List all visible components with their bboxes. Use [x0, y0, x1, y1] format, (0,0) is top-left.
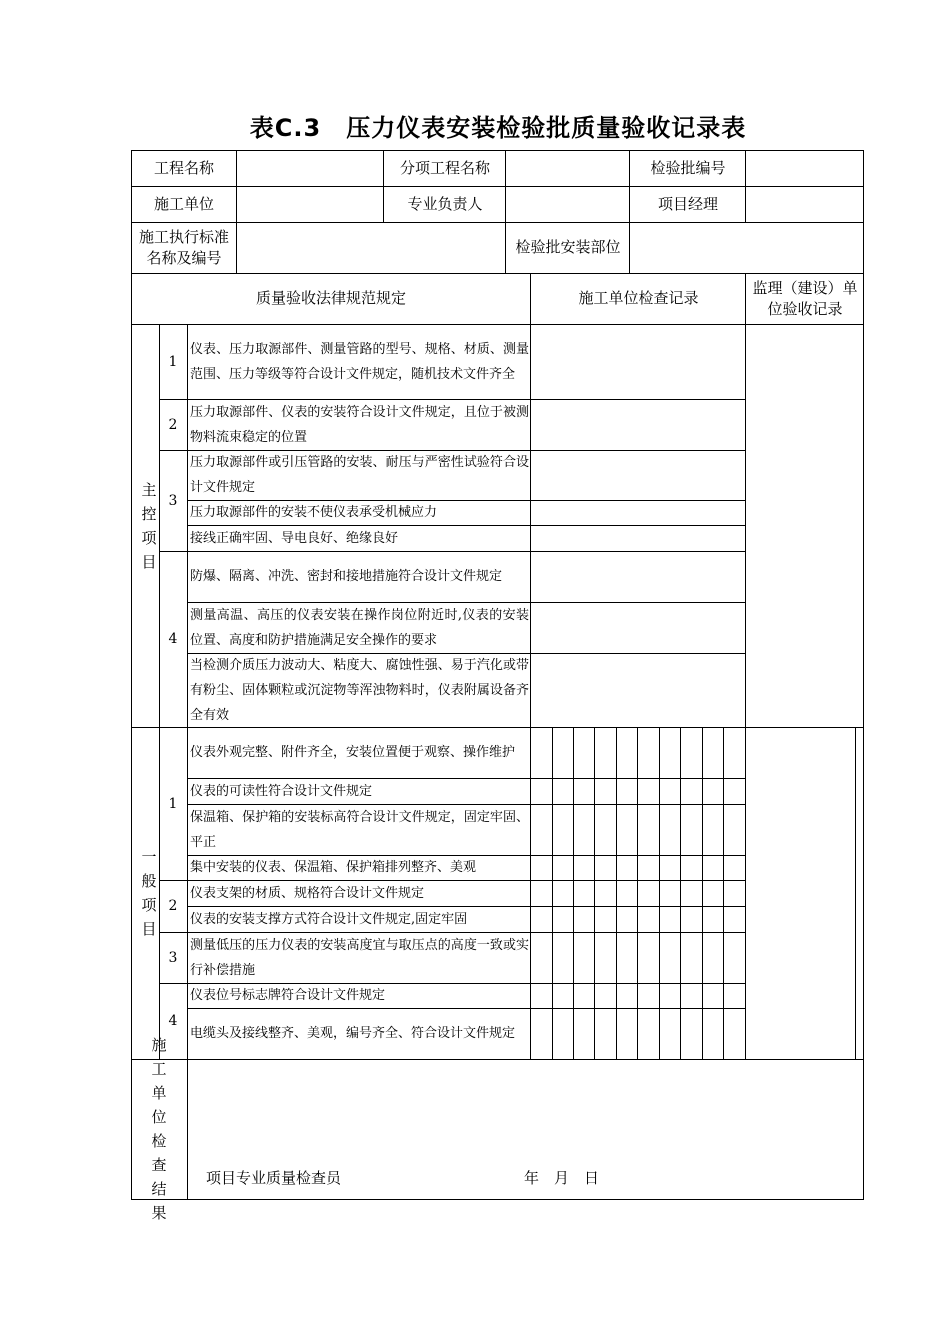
main-item-number: 1	[168, 353, 178, 370]
general-item-text: 仪表支架的材质、规格符合设计文件规定	[190, 885, 425, 901]
sub-project-field[interactable]	[506, 150, 630, 186]
general-item-text: 仪表位号标志牌符合设计文件规定	[190, 988, 386, 1003]
main-item-text: 压力取源部件、仪表的安装符合设计文件规定，且位于被测物料流束稳定的位置	[190, 404, 529, 445]
main-item-number: 3	[168, 492, 178, 509]
form-title: 表C.3 压力仪表安装检验批质量验收记录表	[249, 114, 747, 142]
main-item-text: 仪表、压力取源部件、测量管路的型号、规格、材质、测量范围、压力等级等符合设计文件规定，随机技术文件齐全	[190, 341, 529, 382]
batch-no-label: 检验批编号	[650, 158, 726, 177]
pm-field[interactable]	[746, 186, 864, 222]
inspector-label: 项目专业质量检查员	[206, 1169, 342, 1187]
result-label: 施工单位检查结果	[151, 1036, 167, 1222]
supervisor-record-header: 监理（建设）单位验收记录	[752, 278, 858, 318]
contractor-record-header: 施工单位检查记录	[578, 289, 699, 307]
general-item-text: 测量低压的压力仪表的安装高度宜与取压点的高度一致或实行补偿措施	[190, 937, 529, 978]
general-item-text: 保温箱、保护箱的安装标高符合设计文件规定，固定牢固、平正	[190, 809, 529, 850]
general-item-text: 仪表外观完整、附件齐全，安装位置便于观察、操作维护	[190, 745, 516, 760]
spec-column-header: 质量验收法律规范规定	[255, 289, 406, 307]
standard-label: 施工执行标准名称及编号	[138, 227, 229, 267]
date-field[interactable]: 年 月 日	[524, 1169, 600, 1187]
main-item-text: 当检测介质压力波动大、粘度大、腐蚀性强、易于汽化或带有粉尘、固体颗粒或沉淀物等浑浊物料时，仪表附属设备齐全有效	[190, 657, 529, 723]
standard-field[interactable]	[237, 222, 506, 273]
general-item-number: 1	[168, 795, 178, 812]
main-control-label: 主控项目	[141, 480, 157, 571]
main-item-number: 4	[168, 631, 178, 647]
general-item-number: 3	[168, 949, 178, 966]
supervisor-record-area[interactable]	[746, 324, 863, 727]
general-item-text: 仪表的可读性符合设计文件规定	[190, 783, 373, 799]
main-item-text: 接线正确牢固、导电良好、绝缘良好	[190, 530, 399, 546]
contractor-field[interactable]	[237, 186, 384, 222]
specialist-field[interactable]	[506, 186, 630, 222]
main-item-text: 测量高温、高压的仪表安装在操作岗位附近时,仪表的安装位置、高度和防护措施满足安全操作的要求	[190, 607, 529, 648]
contractor-record-area[interactable]	[531, 324, 745, 727]
general-item-text: 电缆头及接线整齐、美观，编号齐全、符合设计文件规定	[190, 1026, 516, 1041]
main-item-text: 防爆、隔离、冲洗、密封和接地措施符合设计文件规定	[190, 569, 503, 584]
general-supervisor-area[interactable]	[746, 728, 855, 1059]
install-part-field[interactable]	[630, 222, 864, 273]
specialist-label: 专业负责人	[407, 194, 483, 213]
general-item-number: 2	[168, 898, 178, 914]
checkbox-grid-area[interactable]	[531, 728, 745, 1059]
batch-no-field[interactable]	[746, 150, 864, 186]
sub-project-label: 分项工程名称	[399, 158, 490, 177]
main-item-text: 压力取源部件或引压管路的安装、耐压与严密性试验符合设计文件规定	[190, 455, 529, 495]
general-items-label: 一般项目	[141, 848, 157, 938]
main-item-number: 2	[168, 416, 178, 433]
project-name-label: 工程名称	[153, 158, 214, 177]
general-item-text: 仪表的安装支撑方式符合设计文件规定,固定牢固	[190, 911, 468, 927]
main-item-text: 压力取源部件的安装不使仪表承受机械应力	[190, 505, 438, 520]
project-name-field[interactable]	[237, 150, 384, 186]
contractor-label: 施工单位	[153, 194, 214, 213]
general-item-number: 4	[168, 1013, 178, 1029]
pm-label: 项目经理	[657, 194, 718, 213]
install-part-label: 检验批安装部位	[515, 238, 621, 256]
general-item-text: 集中安装的仪表、保温箱、保护箱排列整齐、美观	[190, 860, 477, 875]
